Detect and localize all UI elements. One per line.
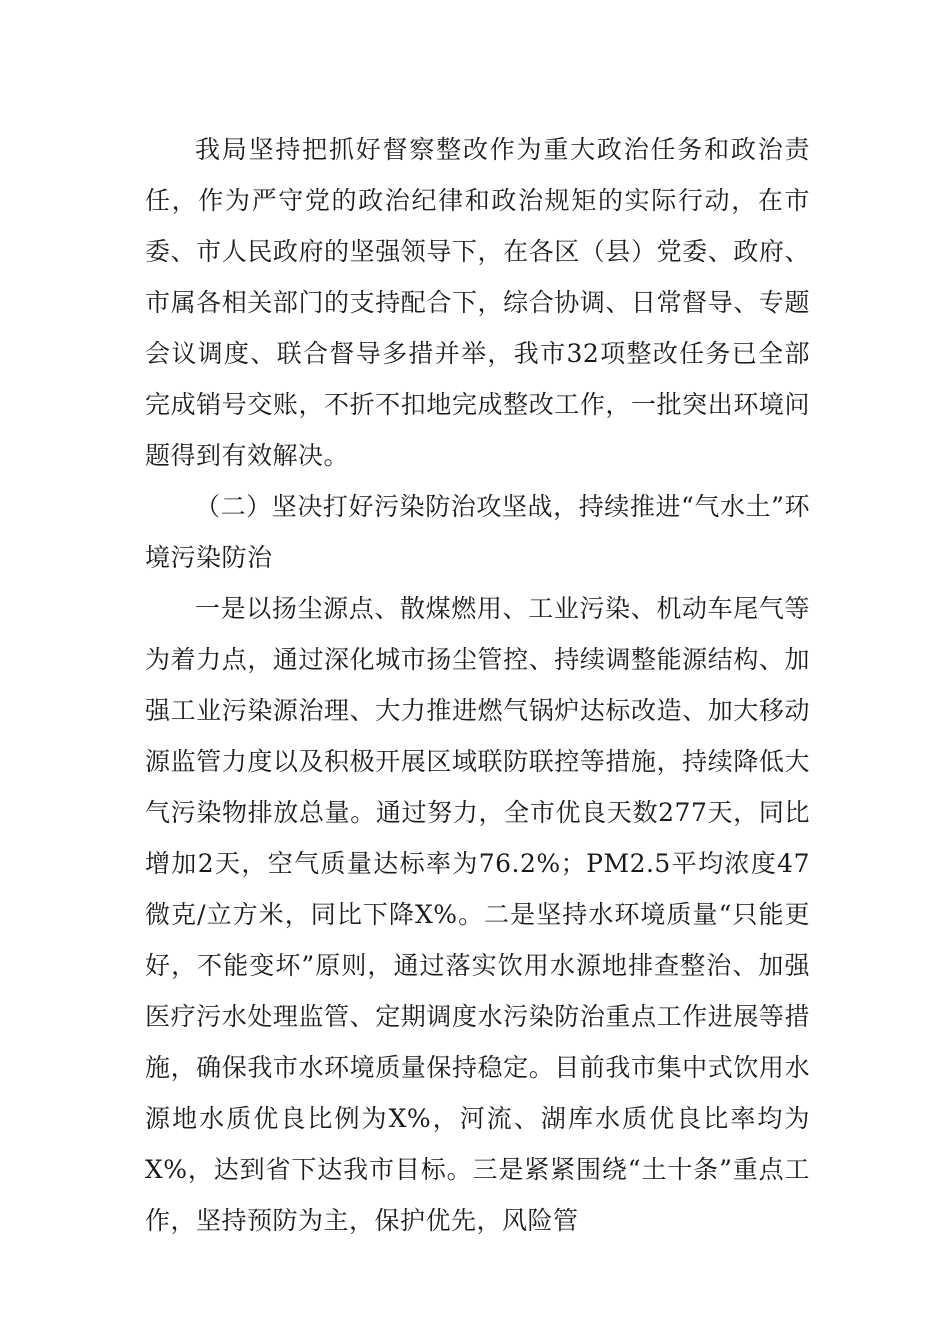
document-body bbox=[145, 124, 810, 1246]
paragraph-rectification: 我局坚持把抓好督察整改作为重大政治任务和政治责任，作为严守党的政治纪律和政治规矩的实际行动，在市委、市人民政府的坚强领导下，在各区（县）党委、政府、市属各相关部门的支持配合下，综合协调、日常督导、专题会议调度、联合督导多措并举，我市32项整改任务已全部完成销号交账，不折不扣地完成整改工作，一批突出环境问题得到有效解决。 bbox=[145, 135, 810, 470]
section-heading-pollution-control: （二）坚决打好污染防治攻坚战，持续推进“气水土”环境污染防治 bbox=[145, 492, 810, 572]
paragraph-air-water-soil: 一是以扬尘源点、散煤燃用、工业污染、机动车尾气等为着力点，通过深化城市扬尘管控、持续调整能源结构、加强工业污染源治理、大力推进燃气锅炉达标改造、加大移动源监管力度以及积极开展区域联防联控等措施，持续降低大气污染物排放总量。通过努力，全市优良天数277天，同比增加2天，空气质量达标率为76.2%；PM2.5平均浓度47微克/立方米，同比下降X%。二是坚持水环境质量“只能更好，不能变坏”原则，通过落实饮用水源地排查整治、加强医疗污水处理监管、定期调度水污染防治重点工作进展等措施，确保我市水环境质量保持稳定。目前我市集中式饮用水源地水质优良比例为X%，河流、湖库水质优良比率均为X%，达到省下达我市目标。三是紧紧围绕“土十条”重点工作，坚持预防为主，保护优先，风险管 bbox=[145, 594, 810, 1235]
